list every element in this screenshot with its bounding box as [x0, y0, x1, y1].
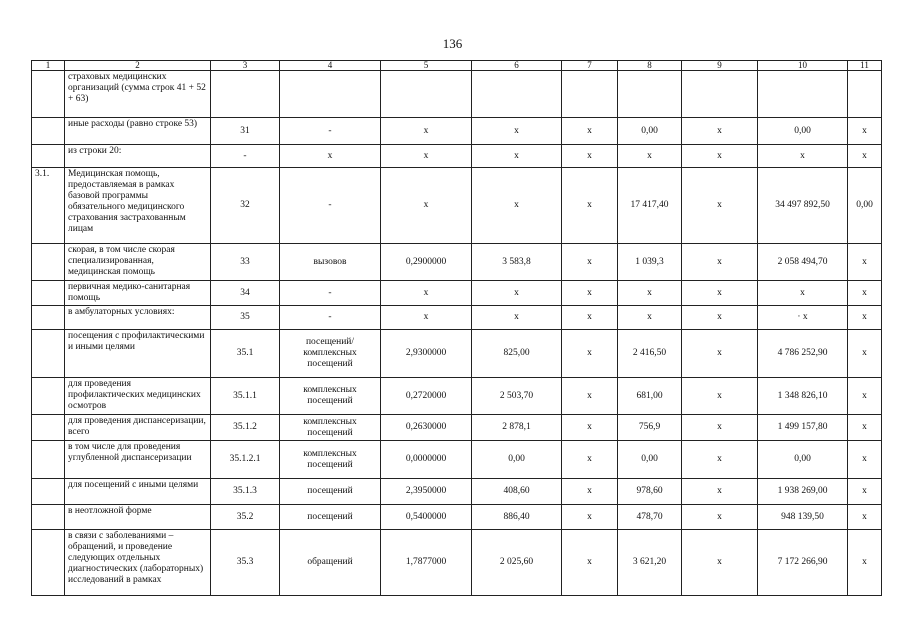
value-cell: 978,60	[618, 479, 682, 505]
column-number-cell: 3	[211, 61, 280, 71]
indicator-name-cell: в неотложной форме	[65, 505, 211, 530]
value-cell: х	[848, 330, 882, 378]
value-cell: 2 878,1	[472, 415, 562, 441]
indicator-name-cell: в том числе для проведения углубленной диспансеризации	[65, 441, 211, 479]
value-cell	[758, 71, 848, 118]
table-row	[32, 168, 882, 244]
value-cell: х	[618, 281, 682, 306]
value-cell: х	[381, 168, 472, 244]
table-row	[32, 306, 882, 330]
value-cell: 0,00	[472, 441, 562, 479]
value-cell: х	[562, 330, 618, 378]
section-number-cell	[32, 530, 65, 596]
table-row	[32, 505, 882, 530]
indicator-name-cell: в амбулаторных условиях:	[65, 306, 211, 330]
value-cell: -	[280, 118, 381, 145]
value-cell: х	[848, 118, 882, 145]
value-cell	[211, 71, 280, 118]
value-cell: х	[758, 145, 848, 168]
page-number: 136	[442, 36, 463, 51]
value-cell: 1 348 826,10	[758, 378, 848, 415]
value-cell: 35	[211, 306, 280, 330]
column-number-row	[32, 61, 882, 71]
section-number-cell	[32, 145, 65, 168]
value-cell: комплексных посещений	[280, 415, 381, 441]
section-number-cell	[32, 306, 65, 330]
indicator-name-cell: посещения с профилактическими и иными целями	[65, 330, 211, 378]
value-cell: 2 025,60	[472, 530, 562, 596]
value-cell: х	[848, 378, 882, 415]
value-cell: -	[211, 145, 280, 168]
value-cell: вызовов	[280, 244, 381, 281]
value-cell	[682, 71, 758, 118]
table-row	[32, 441, 882, 479]
value-cell: 2 503,70	[472, 378, 562, 415]
value-cell: 0,00	[758, 441, 848, 479]
indicator-name-cell: для проведения диспансеризации, всего	[65, 415, 211, 441]
value-cell: посещений	[280, 505, 381, 530]
value-cell: х	[562, 378, 618, 415]
value-cell: х	[381, 306, 472, 330]
value-cell: 35.1.2.1	[211, 441, 280, 479]
indicator-name-cell: для проведения профилактических медицинских осмотров	[65, 378, 211, 415]
value-cell: х	[682, 479, 758, 505]
value-cell: х	[682, 145, 758, 168]
value-cell: х	[682, 118, 758, 145]
section-number-cell	[32, 118, 65, 145]
value-cell: 681,00	[618, 378, 682, 415]
indicator-name-cell: скорая, в том числе скорая специализированная, медицинская помощь	[65, 244, 211, 281]
value-cell: 2,3950000	[381, 479, 472, 505]
value-cell: х	[848, 415, 882, 441]
value-cell: 1 938 269,00	[758, 479, 848, 505]
value-cell	[848, 71, 882, 118]
table-row	[32, 530, 882, 596]
value-cell: 408,60	[472, 479, 562, 505]
value-cell: х	[562, 415, 618, 441]
value-cell: 7 172 266,90	[758, 530, 848, 596]
value-cell: · х	[758, 306, 848, 330]
indicator-name-cell: иные расходы (равно строке 53)	[65, 118, 211, 145]
value-cell: 1,7877000	[381, 530, 472, 596]
value-cell: 1 499 157,80	[758, 415, 848, 441]
value-cell: 0,2720000	[381, 378, 472, 415]
value-cell: 478,70	[618, 505, 682, 530]
value-cell: х	[848, 306, 882, 330]
value-cell: х	[562, 145, 618, 168]
indicator-name-cell: в связи с заболеваниями – обращений, и проведение следующих отдельных диагностических (лабораторных) исследований в рамках	[65, 530, 211, 596]
value-cell: х	[682, 505, 758, 530]
section-number-cell	[32, 244, 65, 281]
value-cell: х	[848, 479, 882, 505]
section-number-cell	[32, 441, 65, 479]
value-cell: х	[848, 505, 882, 530]
value-cell: 0,2630000	[381, 415, 472, 441]
column-number-cell: 7	[562, 61, 618, 71]
value-cell: 2 058 494,70	[758, 244, 848, 281]
value-cell: 35.1	[211, 330, 280, 378]
value-cell: 0,00	[618, 118, 682, 145]
column-number-cell: 6	[472, 61, 562, 71]
section-number-cell	[32, 505, 65, 530]
value-cell: х	[562, 306, 618, 330]
value-cell: х	[682, 281, 758, 306]
indicator-name-cell: Медицинская помощь, предоставляемая в рамках базовой программы обязательного медицинского страхования застрахованным лицам	[65, 168, 211, 244]
value-cell: 0,2900000	[381, 244, 472, 281]
value-cell: х	[562, 281, 618, 306]
indicator-name-cell: из строки 20:	[65, 145, 211, 168]
column-number-cell: 2	[65, 61, 211, 71]
value-cell	[618, 71, 682, 118]
value-cell: 0,00	[618, 441, 682, 479]
value-cell: обращений	[280, 530, 381, 596]
table-row	[32, 378, 882, 415]
section-number-cell	[32, 415, 65, 441]
value-cell: х	[562, 168, 618, 244]
value-cell: комплексных посещений	[280, 378, 381, 415]
section-number-cell	[32, 378, 65, 415]
value-cell: х	[472, 168, 562, 244]
value-cell: х	[562, 530, 618, 596]
table-row	[32, 145, 882, 168]
value-cell: х	[682, 330, 758, 378]
table-row	[32, 118, 882, 145]
value-cell: 948 139,50	[758, 505, 848, 530]
value-cell: х	[562, 118, 618, 145]
value-cell: 3 583,8	[472, 244, 562, 281]
value-cell: х	[682, 415, 758, 441]
value-cell: х	[472, 145, 562, 168]
value-cell: х	[472, 118, 562, 145]
value-cell: х	[562, 505, 618, 530]
column-number-cell: 4	[280, 61, 381, 71]
value-cell: х	[758, 281, 848, 306]
value-cell: 35.2	[211, 505, 280, 530]
value-cell: 32	[211, 168, 280, 244]
value-cell: 825,00	[472, 330, 562, 378]
value-cell: 0,5400000	[381, 505, 472, 530]
value-cell	[280, 71, 381, 118]
value-cell: 35.3	[211, 530, 280, 596]
value-cell: х	[381, 281, 472, 306]
value-cell: х	[848, 145, 882, 168]
value-cell: посещений/комплексных посещений	[280, 330, 381, 378]
table-row	[32, 244, 882, 281]
indicator-name-cell: первичная медико-санитарная помощь	[65, 281, 211, 306]
table-row	[32, 415, 882, 441]
value-cell: х	[618, 306, 682, 330]
value-cell: х	[562, 441, 618, 479]
value-cell: -	[280, 168, 381, 244]
value-cell: посещений	[280, 479, 381, 505]
table-row	[32, 330, 882, 378]
column-number-cell: 9	[682, 61, 758, 71]
value-cell: х	[682, 306, 758, 330]
value-cell: 35.1.1	[211, 378, 280, 415]
indicator-name-cell: страховых медицинских организаций (сумма строк 41 + 52 + 63)	[65, 71, 211, 118]
value-cell: 34	[211, 281, 280, 306]
value-cell: х	[848, 530, 882, 596]
value-cell: х	[562, 479, 618, 505]
value-cell: х	[618, 145, 682, 168]
indicator-name-cell: для посещений с иными целями	[65, 479, 211, 505]
value-cell: 17 417,40	[618, 168, 682, 244]
table-row	[32, 71, 882, 118]
table-row	[32, 281, 882, 306]
value-cell: 0,00	[758, 118, 848, 145]
value-cell: х	[682, 530, 758, 596]
value-cell: х	[682, 244, 758, 281]
value-cell	[381, 71, 472, 118]
value-cell: 2,9300000	[381, 330, 472, 378]
table-row	[32, 479, 882, 505]
value-cell: 31	[211, 118, 280, 145]
column-number-cell: 8	[618, 61, 682, 71]
value-cell: х	[682, 378, 758, 415]
value-cell: комплексных посещений	[280, 441, 381, 479]
value-cell: х	[848, 281, 882, 306]
value-cell: х	[381, 118, 472, 145]
value-cell: 0,0000000	[381, 441, 472, 479]
column-number-cell: 11	[848, 61, 882, 71]
value-cell: 2 416,50	[618, 330, 682, 378]
value-cell: 3 621,20	[618, 530, 682, 596]
column-number-cell: 5	[381, 61, 472, 71]
value-cell: 33	[211, 244, 280, 281]
value-cell: х	[562, 244, 618, 281]
value-cell: 35.1.3	[211, 479, 280, 505]
value-cell	[562, 71, 618, 118]
value-cell: х	[280, 145, 381, 168]
section-number-cell: 3.1.	[32, 168, 65, 244]
column-number-cell: 10	[758, 61, 848, 71]
section-number-cell	[32, 71, 65, 118]
value-cell: -	[280, 306, 381, 330]
value-cell: 0,00	[848, 168, 882, 244]
value-cell: 1 039,3	[618, 244, 682, 281]
value-cell: х	[682, 441, 758, 479]
value-cell: х	[848, 244, 882, 281]
value-cell: 4 786 252,90	[758, 330, 848, 378]
section-number-cell	[32, 281, 65, 306]
value-cell: х	[472, 306, 562, 330]
section-number-cell	[32, 330, 65, 378]
value-cell: х	[848, 441, 882, 479]
norms-table	[31, 60, 882, 596]
section-number-cell	[32, 479, 65, 505]
value-cell: х	[682, 168, 758, 244]
value-cell: 34 497 892,50	[758, 168, 848, 244]
value-cell: 756,9	[618, 415, 682, 441]
value-cell: х	[472, 281, 562, 306]
value-cell: х	[381, 145, 472, 168]
value-cell: 886,40	[472, 505, 562, 530]
value-cell: 35.1.2	[211, 415, 280, 441]
value-cell: -	[280, 281, 381, 306]
value-cell	[472, 71, 562, 118]
column-number-cell: 1	[32, 61, 65, 71]
